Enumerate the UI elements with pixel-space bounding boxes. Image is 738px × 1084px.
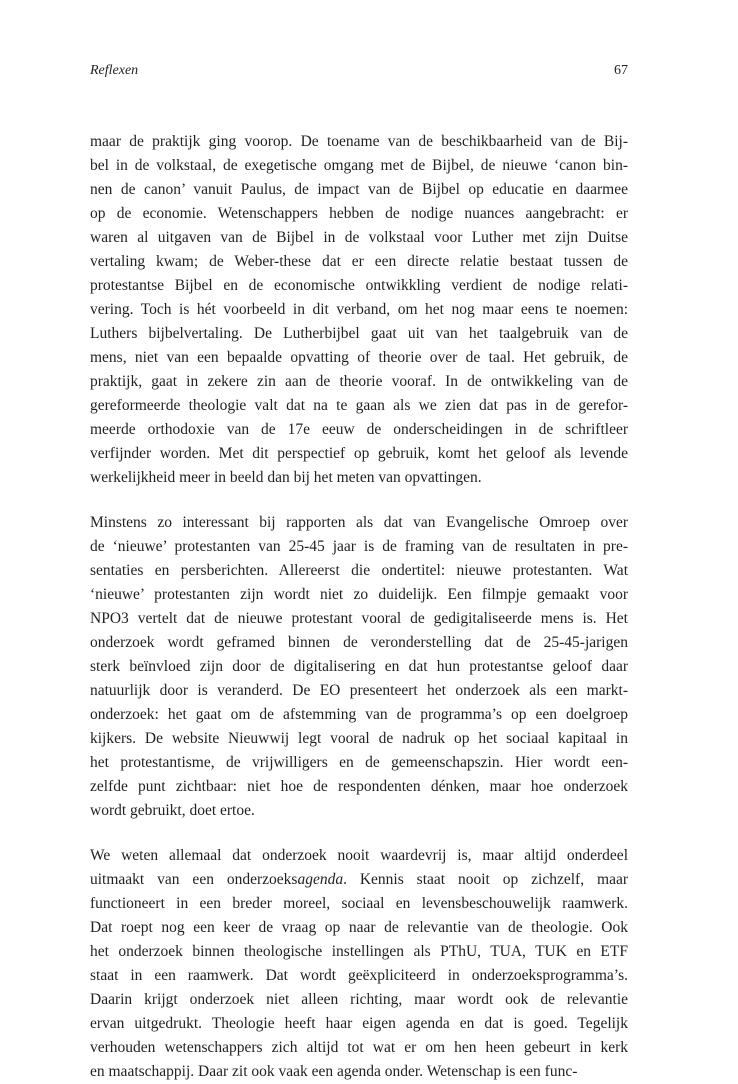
text-line: functioneert in een breder moreel, sociaal en levensbeschouwelijk raamwerk.: [90, 895, 628, 912]
page-header: [90, 63, 628, 83]
body-text: [90, 130, 628, 1084]
text-line: NPO3 vertelt dat de nieuwe protestant vooral de gedigitaliseerde mens is. Het: [90, 610, 628, 627]
text-line: op de economie. Wetenschappers hebben de nodige nuances aangebracht: er: [90, 205, 628, 222]
text-line: bel in de volkstaal, de exegetische omgang met de Bijbel, de nieuwe ‘canon bin-: [90, 157, 628, 174]
text-line: Minstens zo interessant bij rapporten als dat van Evangelische Omroep over: [90, 514, 628, 531]
text-line: waren al uitgaven van de Bijbel in de volkstaal voor Luther met zijn Duitse: [90, 229, 628, 246]
running-head: Reflexen: [90, 63, 139, 78]
text-line: ‘nieuwe’ protestanten zijn wordt niet zo duidelijk. Een filmpje gemaakt voor: [90, 586, 628, 603]
text-line: de ‘nieuwe’ protestanten van 25-45 jaar is de framing van de resultaten in pre-: [90, 538, 628, 555]
text-line: uitmaakt van een onderzoeksagenda. Kennis staat nooit op zichzelf, maar: [90, 871, 628, 888]
paragraph-1: [90, 130, 628, 490]
text-line: staat in een raamwerk. Dat wordt geëxpliciteerd in onderzoeksprogramma’s.: [90, 967, 628, 984]
emphasis: agenda: [297, 871, 344, 888]
paragraph-3: [90, 844, 628, 1084]
text-line: vering. Toch is hét voorbeeld in dit verband, om het nog maar eens te noemen:: [90, 301, 628, 318]
text-line: vertaling kwam; de Weber-these dat er een directe relatie bestaat tussen de: [90, 253, 628, 270]
text-line: maar de praktijk ging voorop. De toename van de beschikbaarheid van de Bij-: [90, 133, 628, 150]
text-line: Daarin krijgt onderzoek niet alleen richting, maar wordt ook de relevantie: [90, 991, 628, 1008]
text-line: protestantse Bijbel en de economische ontwikkling verdient de nodige relati-: [90, 277, 628, 294]
text-line: nen de canon’ vanuit Paulus, de impact van de Bijbel op educatie en daarmee: [90, 181, 628, 198]
paragraph-gap: [90, 823, 628, 844]
text-line: We weten allemaal dat onderzoek nooit waardevrij is, maar altijd onderdeel: [90, 847, 628, 864]
text-line: mens, niet van een bepaalde opvatting of theorie over de taal. Het gebruik, de: [90, 349, 628, 366]
text-line: Dat roept nog een keer de vraag op naar de relevantie van de theologie. Ook: [90, 919, 628, 936]
text-line: praktijk, gaat in zekere zin aan de theorie vooraf. In de ontwikkeling van de: [90, 373, 628, 390]
text-line: werkelijkheid meer in beeld dan bij het meten van opvattingen.: [90, 469, 482, 486]
text-line: zelfde punt zichtbaar: niet hoe de respondenten dénken, maar hoe onderzoek: [90, 778, 628, 795]
paragraph-2: [90, 511, 628, 823]
text-line: en maatschappij. Daar zit ook vaak een agenda onder. Wetenschap is een func-: [90, 1063, 578, 1080]
text-line: meerde orthodoxie van de 17e eeuw de onderscheidingen in de schriftleer: [90, 421, 628, 438]
text-line: ervan uitgedrukt. Theologie heeft haar eigen agenda en dat is goed. Tegelijk: [90, 1015, 628, 1032]
text-line: verhouden wetenschappers zich altijd tot wat er om hen heen gebeurt in kerk: [90, 1039, 628, 1056]
text-line: kijkers. De website Nieuwwij legt vooral de nadruk op het sociaal kapitaal in: [90, 730, 628, 747]
text-line: Luthers bijbelvertaling. De Lutherbijbel gaat uit van het taalgebruik van de: [90, 325, 628, 342]
text-line: sterk beïnvloed zijn door de digitalisering en dat hun protestantse geloof daar: [90, 658, 628, 675]
text-line: sentaties en persberichten. Allereerst die ondertitel: nieuwe protestanten. Wat: [90, 562, 628, 579]
page-number: 67: [614, 63, 628, 78]
text-line: onderzoek wordt geframed binnen de veronderstelling dat de 25-45-jarigen: [90, 634, 628, 651]
text-line: gereformeerde theologie valt dat na te gaan als we zien dat pas in de gerefor-: [90, 397, 628, 414]
text-line: wordt gebruikt, doet ertoe.: [90, 802, 255, 819]
paragraph-gap: [90, 490, 628, 511]
text-line: onderzoek: het gaat om de afstemming van de programma’s op een doelgroep: [90, 706, 628, 723]
text-line: natuurlijk door is veranderd. De EO presenteert het onderzoek als een markt-: [90, 682, 628, 699]
text-line: verfijnder worden. Met dit perspectief op gebruik, komt het geloof als levende: [90, 445, 628, 462]
text-line: het onderzoek binnen theologische instellingen als PThU, TUA, TUK en ETF: [90, 943, 628, 960]
text-line: het protestantisme, de vrijwilligers en de gemeenschapszin. Hier wordt een-: [90, 754, 628, 771]
